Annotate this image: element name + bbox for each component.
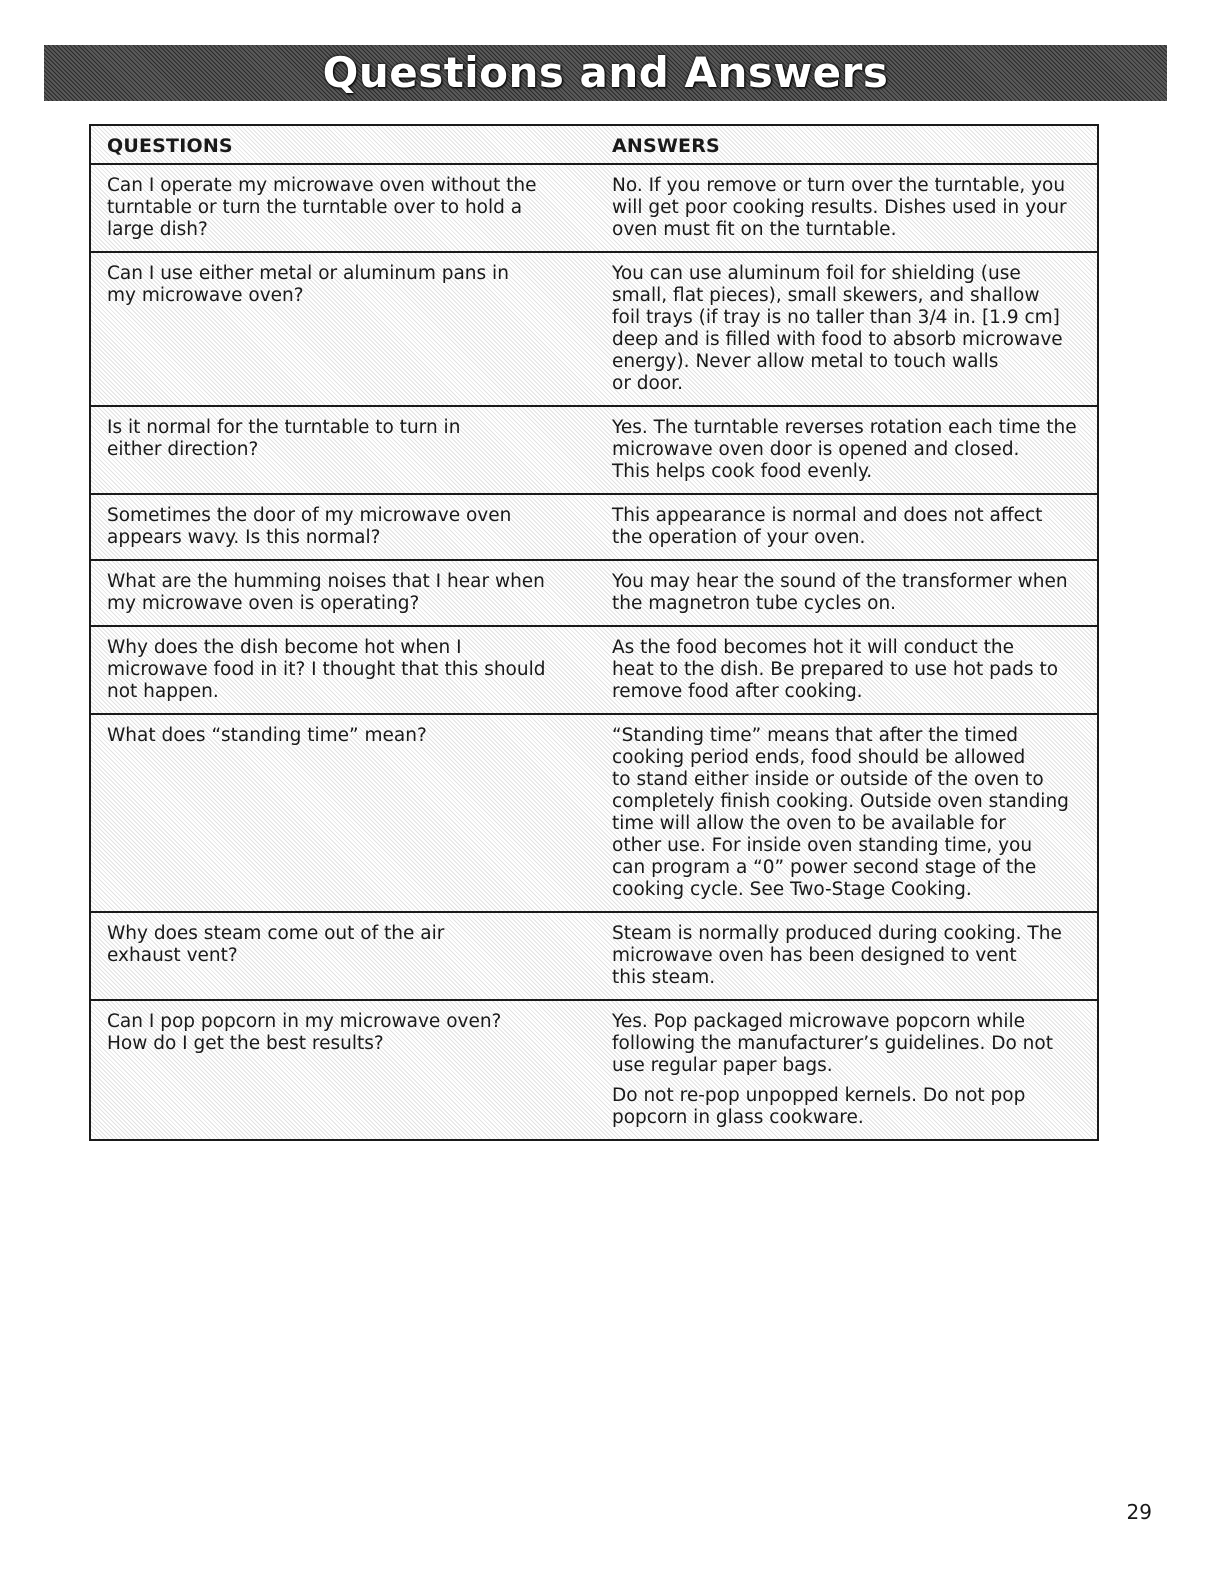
page-number: 29: [1126, 1500, 1152, 1524]
answer-cell: [612, 505, 1097, 549]
answer-text: Do not re-pop unpopped kernels. Do not pop popcorn in glass cookware.: [612, 1085, 1026, 1128]
table-row: [91, 165, 1097, 253]
answer-cell: [612, 263, 1097, 395]
answers-column-header: [612, 135, 1097, 157]
page-title: Questions and Answers: [322, 48, 889, 97]
question-text: Sometimes the door of my microwave oven appears wavy. Is this normal?: [107, 505, 512, 548]
table-header-row: [91, 126, 1097, 165]
questions-header-label: QUESTIONS: [107, 135, 233, 157]
question-text: Can I pop popcorn in my microwave oven? How do I get the best results?: [107, 1011, 502, 1054]
answer-text: Steam is normally produced during cooking. The microwave oven has been designed to vent this steam.: [612, 923, 1062, 988]
table-row: [91, 715, 1097, 913]
answer-text: No. If you remove or turn over the turntable, you will get poor cooking results. Dishes used in your oven must fit on the turntable.: [612, 175, 1067, 240]
question-text: What are the humming noises that I hear when my microwave oven is operating?: [107, 571, 545, 614]
table-row: [91, 407, 1097, 495]
answer-text: You can use aluminum foil for shielding (use small, flat pieces), small skewers, and shallow foil trays (if tray is no taller than 3/4 in. [1.9 cm] deep and is filled with food to absorb microwave energy). Never allow metal to touch walls or door.: [612, 263, 1063, 394]
answer-cell: [612, 1011, 1097, 1129]
answer-text: Yes. The turntable reverses rotation each time the microwave oven door is opened and closed. This helps cook food evenly.: [612, 417, 1077, 482]
table-row: [91, 253, 1097, 407]
answer-text: As the food becomes hot it will conduct the heat to the dish. Be prepared to use hot pads to remove food after cooking.: [612, 637, 1059, 702]
answer-text: This appearance is normal and does not affect the operation of your oven.: [612, 505, 1043, 548]
question-text: What does “standing time” mean?: [107, 725, 427, 746]
table-row: [91, 1001, 1097, 1139]
qa-table: [89, 124, 1099, 1141]
table-row: [91, 627, 1097, 715]
answer-cell: [612, 175, 1097, 241]
question-text: Why does steam come out of the air exhaust vent?: [107, 923, 445, 966]
answer-cell: [612, 417, 1097, 483]
question-text: Can I use either metal or aluminum pans in my microwave oven?: [107, 263, 509, 306]
table-row: [91, 913, 1097, 1001]
table-row: [91, 561, 1097, 627]
questions-column-header: [91, 135, 612, 157]
question-text: Is it normal for the turntable to turn in either direction?: [107, 417, 461, 460]
question-text: Can I operate my microwave oven without the turntable or turn the turntable over to hold a large dish?: [107, 175, 537, 240]
page-title-banner: [44, 45, 1167, 101]
answers-header-label: ANSWERS: [612, 135, 720, 157]
answer-cell: [612, 571, 1097, 615]
question-text: Why does the dish become hot when I microwave food in it? I thought that this should not happen.: [107, 637, 546, 702]
answer-cell: [612, 923, 1097, 989]
table-row: [91, 495, 1097, 561]
answer-cell: [612, 725, 1097, 901]
answer-text: Yes. Pop packaged microwave popcorn while following the manufacturer’s guidelines. Do not use regular paper bags.: [612, 1011, 1053, 1076]
answer-cell: [612, 637, 1097, 703]
answer-text: “Standing time” means that after the timed cooking period ends, food should be allowed to stand either inside or outside of the oven to completely finish cooking. Outside oven standing time will allow the oven to be available for other use. For inside oven standing time, you can program a “0” power second stage of the cooking cycle. See Two-Stage Cooking.: [612, 725, 1069, 900]
answer-text: You may hear the sound of the transformer when the magnetron tube cycles on.: [612, 571, 1068, 614]
